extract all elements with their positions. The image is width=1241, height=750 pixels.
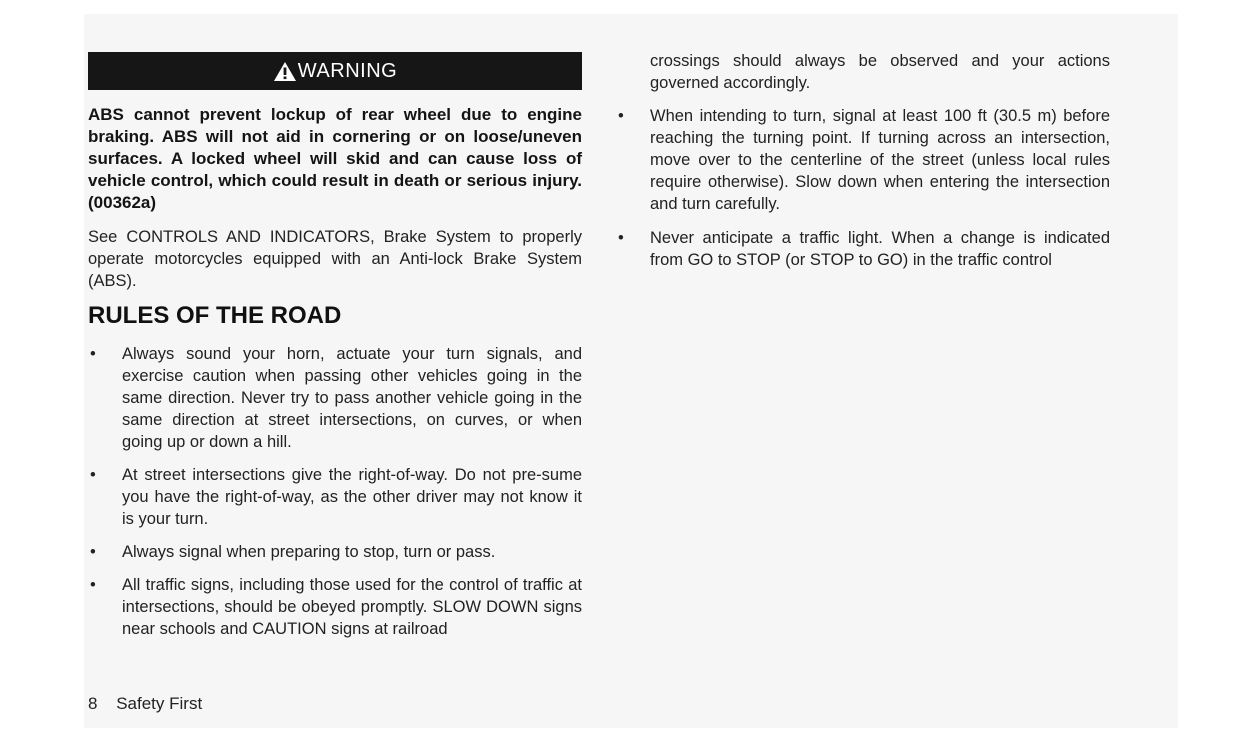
warning-text: ABS cannot prevent lockup of rear wheel due to engine braking. ABS will not aid in cornering or on loose/uneven surfaces. A locked wheel will skid and can cause loss of vehicle control, which could result in death or serious injury. (00362a) — [88, 105, 582, 212]
bullet-icon: • — [90, 345, 96, 363]
bullet-icon: • — [90, 576, 96, 594]
page-number: 8 — [88, 694, 98, 713]
list-item-text: Always sound your horn, actuate your turn signals, and exercise caution when passing other vehicles going in the same direction. Never try to pass another vehicle going in the same direction at street intersections, on curves, or when going up or down a hill. — [122, 345, 582, 451]
rules-list-left — [88, 343, 582, 640]
list-item-text: At street intersections give the right-of-way. Do not pre-sume you have the right-of-way, as the other driver may not know it is your turn. — [122, 466, 582, 528]
rules-list-right — [616, 105, 1110, 271]
bullet-icon: • — [90, 466, 96, 484]
list-item-text: Always signal when preparing to stop, turn or pass. — [122, 543, 496, 561]
list-item-text: Never anticipate a traffic light. When a change is indicated from GO to STOP (or STOP to GO) in the traffic control — [650, 229, 1110, 269]
bullet-icon: • — [90, 543, 96, 561]
section-heading: RULES OF THE ROAD — [88, 302, 342, 329]
list-item — [88, 541, 582, 563]
footer-section-name: Safety First — [116, 694, 203, 713]
continued-text: crossings should always be observed and your actions governed accordingly. — [650, 52, 1110, 92]
manual-page — [84, 14, 1178, 728]
abs-reference-text: See CONTROLS AND INDICATORS, Brake System to properly operate motorcycles equipped with an Anti-lock Brake System (ABS). — [88, 228, 582, 290]
list-item-text: When intending to turn, signal at least 100 ft (30.5 m) before reaching the turning point. If turning across an intersection, move over to the centerline of the street (unless local rules require otherwise). Slow down when entering the intersection and turn carefully. — [650, 107, 1110, 213]
warning-label: WARNING — [297, 59, 398, 82]
page-footer — [88, 694, 202, 714]
list-item-text: All traffic signs, including those used for the control of traffic at intersections, should be obeyed promptly. SLOW DOWN signs near schools and CAUTION signs at railroad — [122, 576, 582, 638]
warning-banner — [88, 52, 582, 90]
bullet-icon: • — [618, 229, 624, 247]
bullet-icon: • — [618, 107, 624, 125]
warning-triangle-icon — [273, 61, 297, 82]
list-item — [88, 343, 582, 453]
list-item — [88, 574, 582, 640]
list-item — [616, 227, 1110, 271]
list-item — [616, 105, 1110, 215]
list-item — [88, 464, 582, 530]
